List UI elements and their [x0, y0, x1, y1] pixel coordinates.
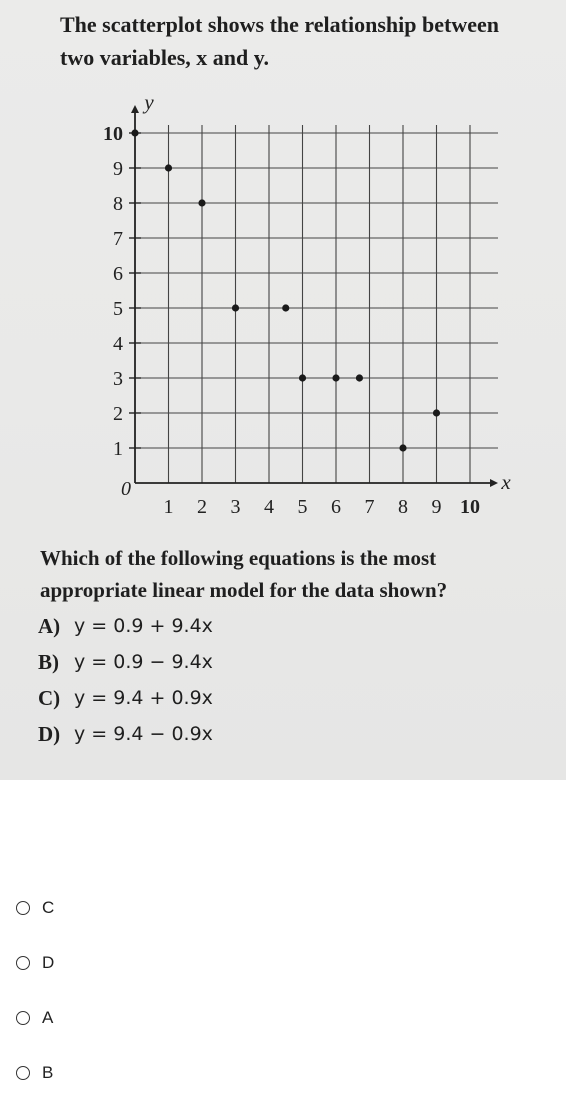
axes — [129, 105, 498, 487]
option-equation: y = 0.9 − 9.4x — [74, 651, 213, 673]
x-axis-arrow — [490, 479, 498, 487]
y-axis-arrow — [131, 105, 139, 113]
answer-label: D — [42, 952, 55, 972]
answer-choice-b[interactable] — [16, 1045, 54, 1100]
y-axis-label: y — [144, 90, 154, 114]
option-d — [38, 716, 213, 752]
answer-label: B — [42, 1062, 54, 1082]
grid-lines — [135, 125, 498, 483]
option-a — [38, 608, 213, 644]
intro-line-2: two variables, x and y. — [60, 45, 270, 70]
x-tick-label: 7 — [364, 496, 375, 518]
intro-text — [60, 8, 550, 74]
data-point — [433, 409, 440, 416]
answer-choice-c[interactable] — [16, 880, 54, 935]
x-tick-label: 1 — [163, 496, 174, 518]
x-tick-label: 8 — [398, 496, 408, 518]
data-point — [282, 304, 289, 311]
data-point — [356, 374, 363, 381]
scatterplot — [0, 80, 566, 530]
radio-button[interactable] — [16, 1066, 30, 1080]
y-tick-label: 6 — [113, 263, 123, 285]
option-c — [38, 680, 213, 716]
x-tick-label: 9 — [431, 496, 442, 518]
radio-button[interactable] — [16, 901, 30, 915]
answer-label: A — [42, 1007, 54, 1027]
question-text — [40, 542, 540, 606]
y-tick-label: 7 — [113, 228, 123, 250]
x-tick-label: 10 — [460, 496, 480, 518]
x-axis-label: x — [501, 470, 511, 494]
option-list — [38, 608, 213, 752]
x-tick-label: 6 — [331, 496, 341, 518]
option-equation: y = 9.4 − 0.9x — [74, 723, 213, 745]
y-tick-label: 3 — [113, 368, 123, 390]
tick-labels — [103, 90, 511, 518]
answer-choice-a[interactable] — [16, 990, 54, 1045]
data-points — [131, 129, 440, 451]
y-tick-label: 2 — [113, 403, 123, 425]
data-point — [332, 374, 339, 381]
x-tick-label: 3 — [230, 496, 241, 518]
option-equation: y = 9.4 + 0.9x — [74, 687, 213, 709]
data-point — [399, 444, 406, 451]
data-point — [299, 374, 306, 381]
option-b — [38, 644, 213, 680]
y-tick-label: 1 — [113, 438, 123, 460]
intro-line-1: The scatterplot shows the relationship between — [60, 12, 499, 37]
x-tick-label: 4 — [264, 496, 274, 518]
question-line-1: Which of the following equations is the most — [40, 546, 437, 570]
option-letter: B) — [38, 649, 59, 674]
radio-button[interactable] — [16, 1011, 30, 1025]
y-tick-label: 10 — [103, 123, 123, 145]
y-tick-label: 9 — [113, 158, 123, 180]
x-tick-label: 2 — [197, 496, 207, 518]
option-letter: A) — [38, 613, 61, 638]
radio-button[interactable] — [16, 956, 30, 970]
option-equation: y = 0.9 + 9.4x — [74, 615, 213, 637]
x-tick-label: 5 — [297, 496, 308, 518]
answer-choice-d[interactable] — [16, 935, 54, 990]
data-point — [232, 304, 239, 311]
y-tick-label: 4 — [113, 333, 123, 355]
answer-choices — [16, 880, 54, 1100]
y-tick-label: 5 — [113, 298, 123, 320]
data-point — [198, 199, 205, 206]
origin-label: 0 — [121, 478, 131, 500]
data-point — [165, 164, 172, 171]
option-letter: D) — [38, 721, 61, 746]
y-tick-label: 8 — [113, 193, 123, 215]
option-letter: C) — [38, 685, 61, 710]
data-point — [131, 129, 138, 136]
question-line-2: appropriate linear model for the data shown? — [40, 578, 448, 602]
answer-label: C — [42, 897, 55, 917]
